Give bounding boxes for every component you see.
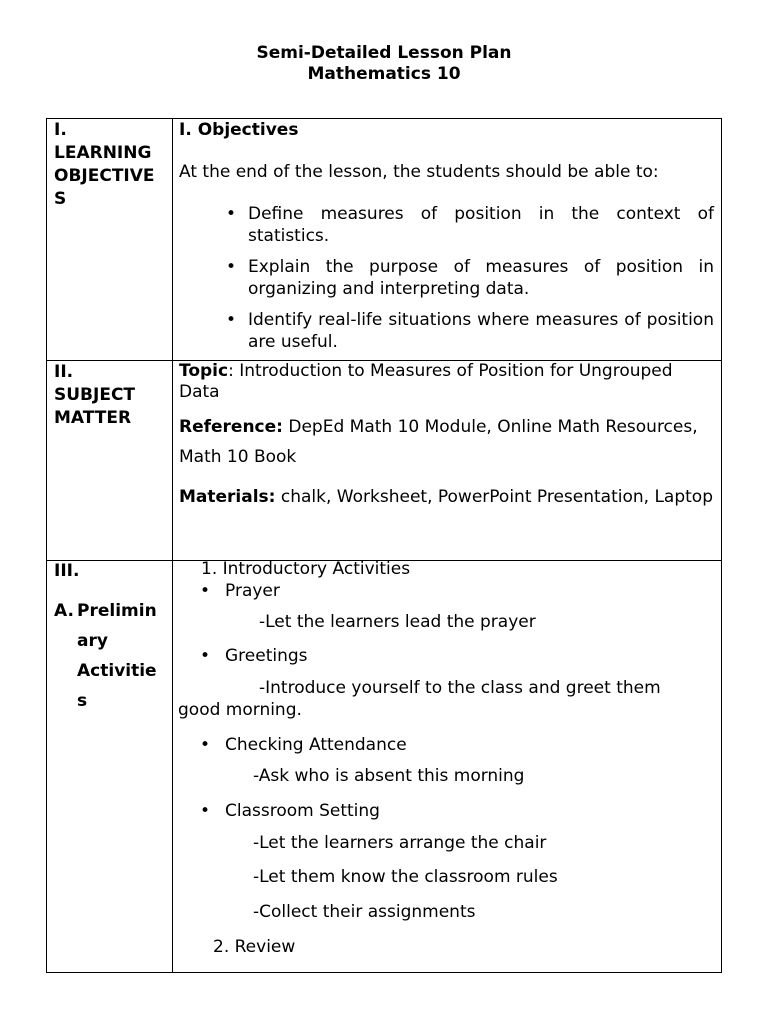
row-subject-matter (47, 361, 722, 561)
topic-line: Topic: Introduction to Measures of Position for Ungrouped Data (179, 361, 673, 402)
item-detail: good morning. (178, 700, 302, 720)
label-line: OBJECTIVE (54, 166, 155, 186)
lesson-plan-table (46, 118, 722, 973)
bullet-icon: • (200, 646, 211, 666)
row-procedure (47, 561, 722, 973)
label-cell-subject-matter (47, 361, 173, 561)
item-detail: -Collect their assignments (253, 902, 476, 922)
bullet-icon: • (200, 735, 211, 755)
content-cell-objectives (173, 119, 722, 361)
label-line: I. (54, 120, 67, 140)
label-line: LEARNING (54, 143, 152, 163)
item-detail: -Let the learners lead the prayer (259, 612, 536, 632)
bullet-icon: • (226, 257, 237, 277)
label-line: s (77, 691, 88, 711)
item-detail: -Introduce yourself to the class and greet them (259, 678, 661, 698)
item-prayer: Prayer (225, 581, 280, 601)
bullet-icon: • (226, 204, 237, 224)
bullet-icon: • (200, 801, 211, 821)
list-item: • Define measures of position in the context of statistics. (226, 204, 714, 246)
bullet-icon: • (200, 581, 211, 601)
label-cell-procedure (47, 561, 173, 973)
document-subtitle: Mathematics 10 (307, 64, 461, 84)
document-title: Semi-Detailed Lesson Plan (256, 43, 512, 63)
label-line: MATTER (54, 408, 132, 428)
objectives-list (179, 203, 714, 353)
label-line: ary (77, 631, 108, 651)
label-line: II. (54, 362, 74, 382)
label-letter: A. (54, 601, 74, 621)
label-line: Activitie (77, 661, 157, 681)
label-line: S (54, 189, 67, 209)
objectives-heading: I. Objectives (179, 120, 299, 140)
label-line: SUBJECT (54, 385, 136, 405)
materials-line: Materials: chalk, Worksheet, PowerPoint Presentation, Laptop (179, 487, 713, 507)
introductory-heading: 1. Introductory Activities (201, 559, 411, 579)
content-cell-subject-matter (173, 361, 722, 561)
item-detail: -Let the learners arrange the chair (253, 833, 547, 853)
label-line: Prelimin (77, 601, 157, 621)
label-number: III. (54, 561, 80, 581)
item-greetings: Greetings (225, 646, 308, 666)
item-detail: -Let them know the classroom rules (253, 867, 558, 887)
item-attendance: Checking Attendance (225, 735, 407, 755)
label-cell-objectives (47, 119, 173, 361)
reference-line: Reference: DepEd Math 10 Module, Online Math Resources, Math 10 Book (179, 417, 698, 467)
content-cell-procedure (173, 561, 722, 973)
item-classroom-setting: Classroom Setting (225, 801, 380, 821)
objectives-intro: At the end of the lesson, the students should be able to: (179, 162, 659, 182)
bullet-icon: • (226, 310, 237, 330)
review-heading: 2. Review (213, 937, 296, 957)
list-item: • Identify real-life situations where measures of position are useful. (226, 310, 714, 352)
list-item: • Explain the purpose of measures of position in organizing and interpreting data. (226, 257, 714, 299)
item-detail: -Ask who is absent this morning (253, 766, 525, 786)
row-learning-objectives (47, 119, 722, 361)
